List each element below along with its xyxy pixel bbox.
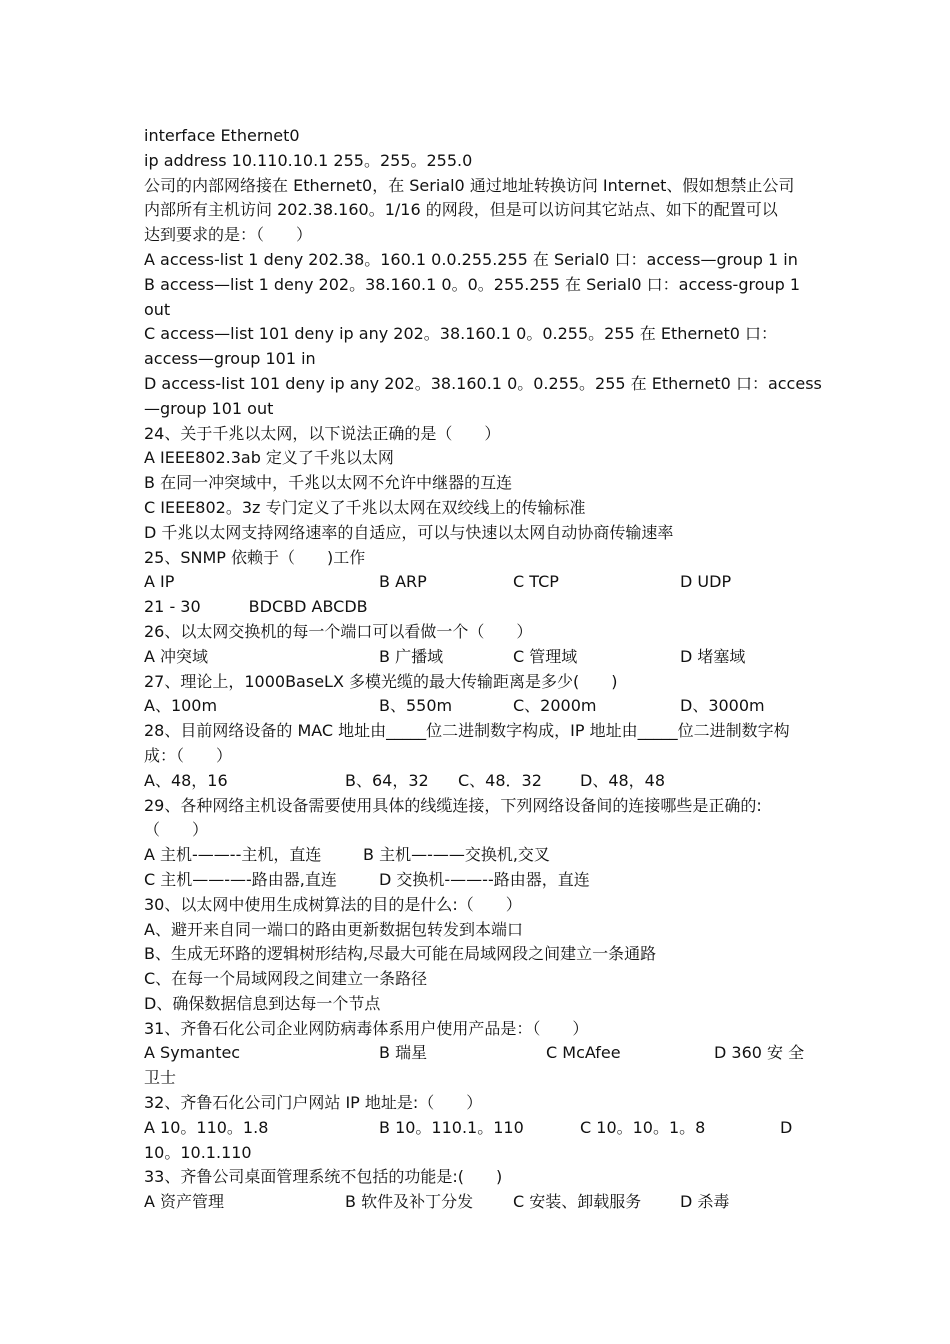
options-row-q27 xyxy=(144,694,808,719)
option-line: D access-list 101 deny ip any 202。38.160.1 0。0.255。255 在 Ethernet0 口：access xyxy=(144,373,822,393)
option-line: A IEEE802.3ab 定义了千兆以太网 xyxy=(144,448,394,468)
question-28: 28、目前网络设备的 MAC 地址由_____位二进制数字构成，IP 地址由_____位二进制数字构 xyxy=(144,721,790,741)
option-b: B 瑞星 xyxy=(379,1043,428,1063)
option-d: D UDP xyxy=(680,572,732,592)
question-27: 27、理论上，1000BaseLX 多模光缆的最大传输距离是多少( ) xyxy=(144,671,618,691)
option-line: C access—list 101 deny ip any 202。38.160.1 0。0.255。255 在 Ethernet0 口： xyxy=(144,324,778,344)
option-a: A、48，16 xyxy=(144,770,228,790)
options-row-q32 xyxy=(144,1116,808,1141)
document-body xyxy=(144,124,822,1215)
option-c: C 10。10。1。8 xyxy=(580,1117,706,1137)
options-row-q31 xyxy=(144,1041,808,1066)
option-line: D、确保数据信息到达每一个节点 xyxy=(144,993,381,1013)
option-b: B 广播域 xyxy=(379,646,444,666)
question-32: 32、齐鲁石化公司门户网站 IP 地址是:（ ） xyxy=(144,1093,483,1113)
option-c: C、48．32 xyxy=(458,770,542,790)
question-24: 24、关于千兆以太网，以下说法正确的是（ ） xyxy=(144,423,501,443)
option-b: B 软件及补丁分发 xyxy=(345,1192,474,1212)
option-b: B ARP xyxy=(379,572,427,592)
question-33: 33、齐鲁公司桌面管理系统不包括的功能是:( ) xyxy=(144,1167,503,1187)
option-c: C 安装、卸载服务 xyxy=(513,1192,642,1212)
options-row-q29-cd xyxy=(144,868,808,893)
question-25: 25、SNMP 依赖于（ )工作 xyxy=(144,547,366,567)
text-line: 达到要求的是：（ ） xyxy=(144,225,313,245)
text-line: 卫士 xyxy=(144,1068,177,1088)
text-line: —group 101 out xyxy=(144,398,274,418)
option-a: A 资产管理 xyxy=(144,1192,225,1212)
option-d: D 360 安 全 xyxy=(714,1043,805,1063)
text-line: 公司的内部网络接在 Ethernet0，在 Serial0 通过地址转换访问 Internet、假如想禁止公司 xyxy=(144,175,795,195)
option-b: B、64，32 xyxy=(345,770,429,790)
option-c: C TCP xyxy=(513,572,559,592)
option-b: B、550m xyxy=(379,696,453,716)
options-row-q33 xyxy=(144,1190,808,1215)
question-29: 29、各种网络主机设备需要使用具体的线缆连接，下列网络设备间的连接哪些是正确的: xyxy=(144,795,762,815)
text-line: out xyxy=(144,299,171,319)
option-line: A access-list 1 deny 202.38。160.1 0.0.255.255 在 Serial0 口：access—group 1 in xyxy=(144,249,798,269)
text-line: 成：（ ） xyxy=(144,745,233,765)
options-row-q29-ab xyxy=(144,843,808,868)
option-b: B 主机—-——交换机,交叉 xyxy=(363,845,550,865)
option-d: D 杀毒 xyxy=(680,1192,730,1212)
option-a: A、100m xyxy=(144,696,218,716)
option-d: D 堵塞域 xyxy=(680,646,746,666)
text-line: （ ） xyxy=(144,820,209,840)
question-31: 31、齐鲁石化公司企业网防病毒体系用户使用产品是：（ ） xyxy=(144,1018,589,1038)
option-d: D xyxy=(780,1117,793,1137)
option-a: A 冲突域 xyxy=(144,646,209,666)
text-line: access—group 101 in xyxy=(144,349,316,369)
options-row-q28 xyxy=(144,769,808,794)
question-30: 30、以太网中使用生成树算法的目的是什么:（ ） xyxy=(144,894,522,914)
text-line: ip address 10.110.10.1 255。255。255.0 xyxy=(144,150,473,170)
text-line: interface Ethernet0 xyxy=(144,126,300,145)
question-26: 26、以太网交换机的每一个端口可以看做一个（ ） xyxy=(144,621,533,641)
option-line: B、生成无环路的逻辑树形结构,尽最大可能在局域网段之间建立一条通路 xyxy=(144,944,657,964)
option-c: C 主机——-—-路由器,直连 xyxy=(144,869,337,889)
option-line: A、避开来自同一端口的路由更新数据包转发到本端口 xyxy=(144,919,523,939)
option-b: B 10。110.1。110 xyxy=(379,1117,524,1137)
option-d: D、48，48 xyxy=(580,770,666,790)
option-a: A IP xyxy=(144,572,175,592)
option-line: B 在同一冲突域中，千兆以太网不允许中继器的互连 xyxy=(144,473,513,493)
option-line: B access—list 1 deny 202。38.160.1 0。0。255.255 在 Serial0 口：access-group 1 xyxy=(144,274,801,294)
option-a: A 10。110。1.8 xyxy=(144,1117,269,1137)
answer-key: 21 - 30 BDCBD ABCDB xyxy=(144,597,368,617)
options-row-q25 xyxy=(144,570,808,595)
options-row-q26 xyxy=(144,645,808,670)
text-line: 内部所有主机访问 202.38.160。1/16 的网段，但是可以访问其它站点、如下的配置可以 xyxy=(144,200,778,220)
option-a: A 主机-——--主机，直连 xyxy=(144,845,322,865)
option-d: D、3000m xyxy=(680,696,765,716)
option-line: D 千兆以太网支持网络速率的自适应，可以与快速以太网自动协商传输速率 xyxy=(144,522,674,542)
option-c: C、2000m xyxy=(513,696,597,716)
option-line: C、在每一个局域网段之间建立一条路径 xyxy=(144,969,428,989)
option-d: D 交换机-——--路由器，直连 xyxy=(379,869,590,889)
option-c: C McAfee xyxy=(546,1043,621,1063)
option-line: C IEEE802。3z 专门定义了千兆以太网在双绞线上的传输标准 xyxy=(144,497,586,517)
option-c: C 管理域 xyxy=(513,646,578,666)
option-a: A Symantec xyxy=(144,1043,241,1063)
text-line: 10。10.1.110 xyxy=(144,1142,252,1162)
